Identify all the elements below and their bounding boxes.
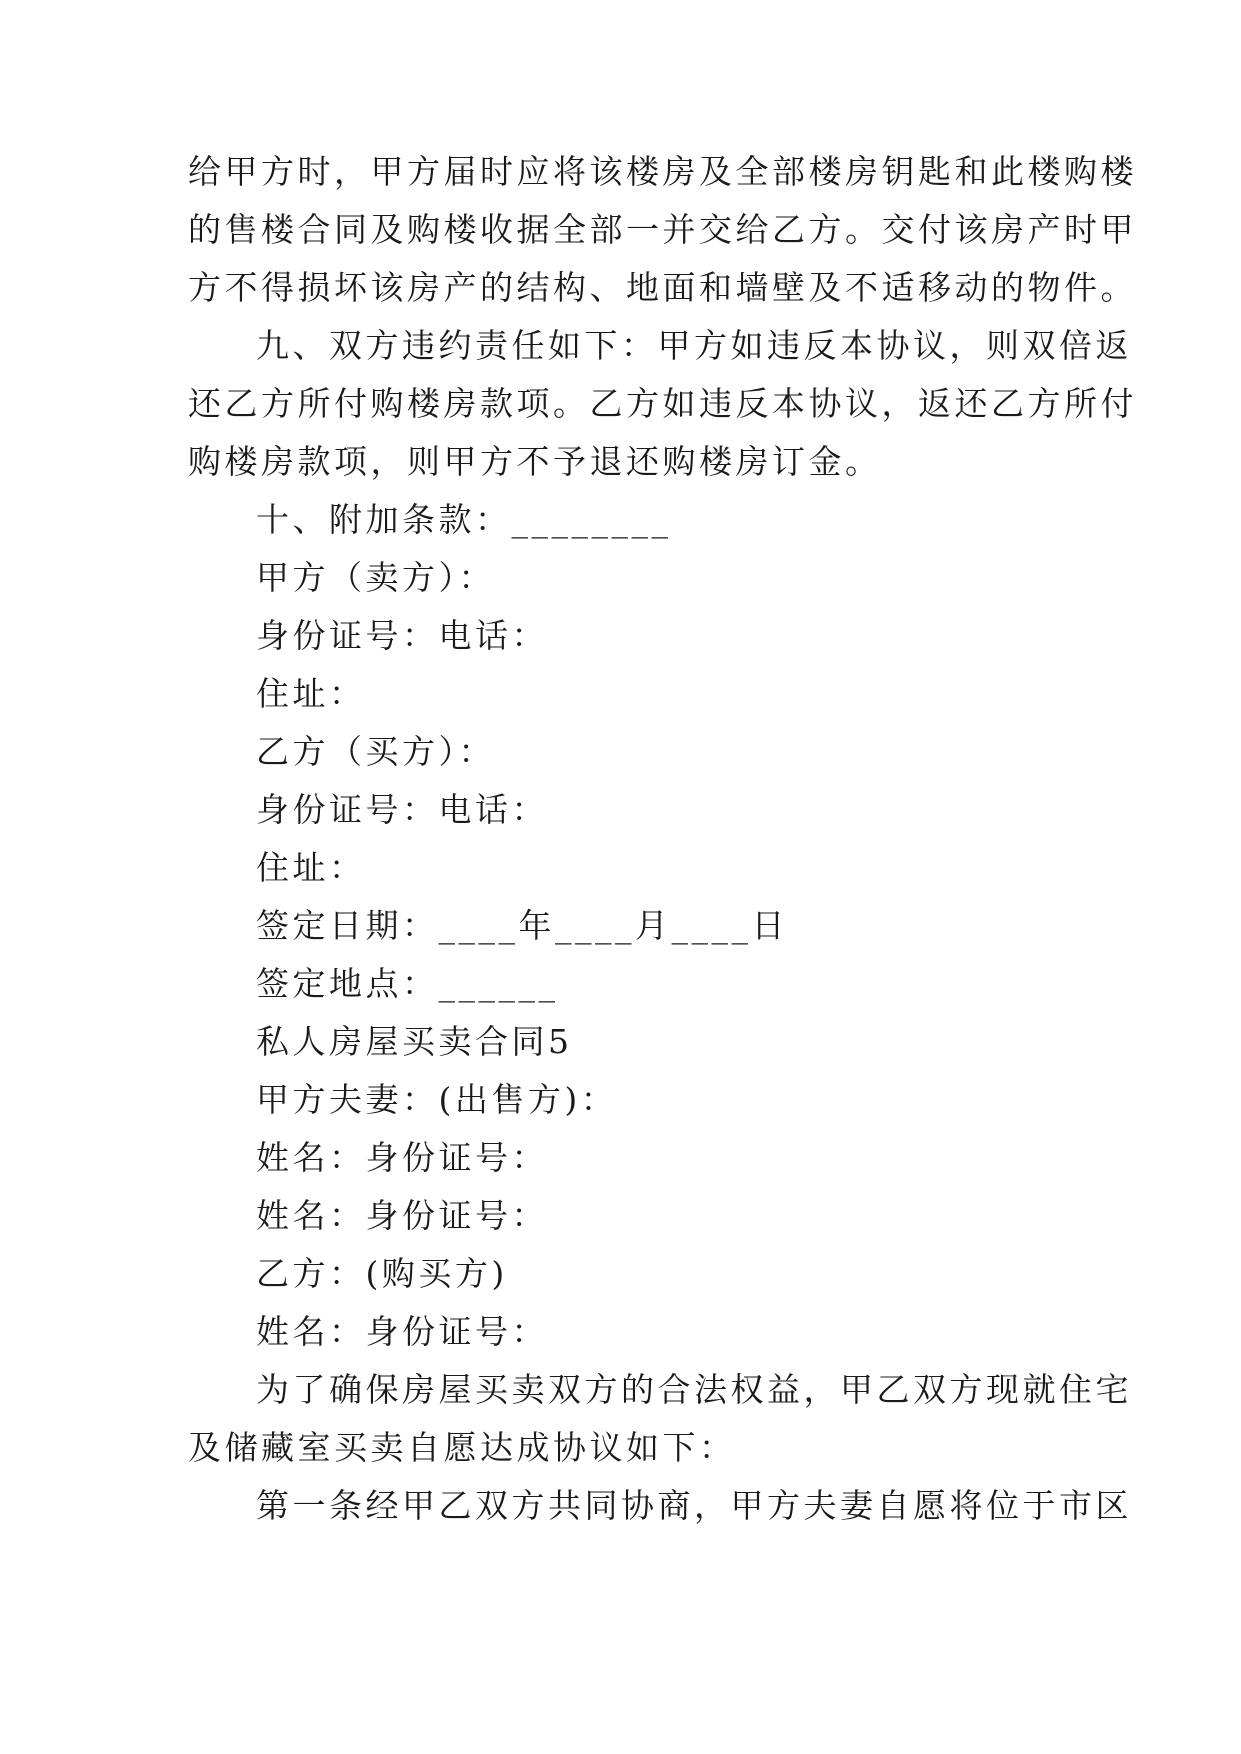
- name-id-line: 姓名：身份证号：: [256, 1138, 548, 1177]
- buyer-party-label: 乙方：(购买方): [256, 1254, 508, 1293]
- seller-address: 住址：: [256, 674, 366, 713]
- paragraph-line: 为了确保房屋买卖双方的合法权益，甲乙双方现就住宅: [256, 1370, 1132, 1409]
- buyer-label: 乙方（买方）：: [256, 732, 495, 771]
- signing-place: 签定地点：______: [256, 964, 559, 1003]
- buyer-id-phone: 身份证号：电话：: [256, 790, 548, 829]
- paragraph-line: 第一条经甲乙双方共同协商，甲方夫妻自愿将位于市区: [256, 1486, 1132, 1525]
- paragraph-line: 的售楼合同及购楼收据全部一并交给乙方。交付该房产时甲: [188, 210, 1137, 249]
- paragraph-line: 给甲方时，甲方届时应将该楼房及全部楼房钥匙和此楼购楼: [188, 152, 1137, 191]
- paragraph-line: 方不得损坏该房产的结构、地面和墙壁及不适移动的物件。: [188, 268, 1137, 307]
- signing-date: 签定日期：____年____月____日: [256, 906, 788, 945]
- buyer-address: 住址：: [256, 848, 366, 887]
- seller-label: 甲方（卖方）：: [256, 558, 495, 597]
- paragraph-line: 九、双方违约责任如下：甲方如违反本协议，则双倍返: [256, 326, 1132, 365]
- section-title: 私人房屋买卖合同5: [256, 1022, 573, 1061]
- seller-couple-label: 甲方夫妻：(出售方)：: [256, 1080, 618, 1119]
- additional-terms-line: 十、附加条款：________: [256, 500, 672, 539]
- paragraph-line: 还乙方所付购楼房款项。乙方如违反本协议，返还乙方所付: [188, 384, 1137, 423]
- name-id-line: 姓名：身份证号：: [256, 1196, 548, 1235]
- paragraph-line: 及储藏室买卖自愿达成协议如下：: [188, 1428, 736, 1467]
- name-id-line: 姓名：身份证号：: [256, 1312, 548, 1351]
- paragraph-line: 购楼房款项，则甲方不予退还购楼房订金。: [188, 442, 882, 481]
- seller-id-phone: 身份证号：电话：: [256, 616, 548, 655]
